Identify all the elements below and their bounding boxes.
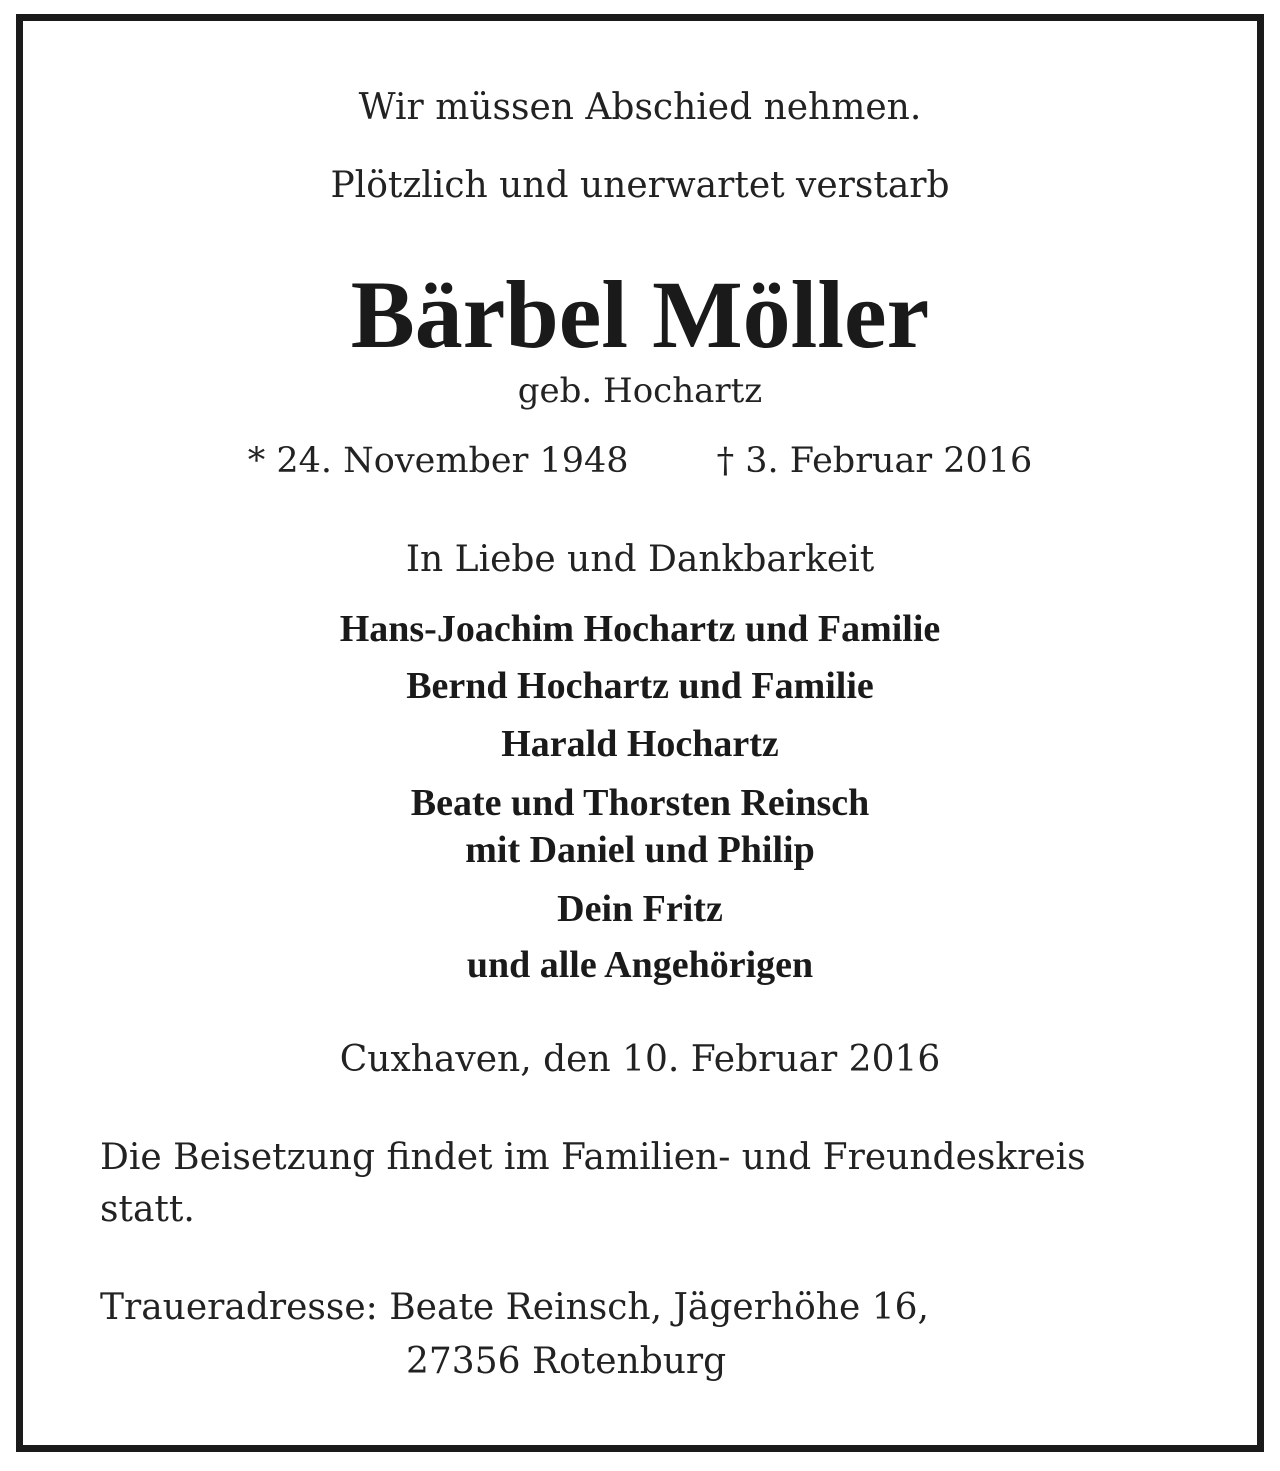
mourner-line: Beate und Thorsten Reinsch	[410, 782, 870, 824]
burial-info-line: statt.	[100, 1189, 195, 1230]
birth-date: * 24. November 1948	[247, 441, 629, 481]
obituary-notice	[16, 14, 1264, 1452]
maiden-name: geb. Hochartz	[517, 371, 763, 411]
life-dates	[23, 441, 1257, 481]
mourner-line: mit Daniel und Philip	[465, 829, 815, 871]
gratitude-text: In Liebe und Dankbarkeit	[405, 539, 875, 580]
mourner-line: Hans-Joachim Hochartz und Familie	[339, 608, 941, 650]
burial-info-line: Die Beisetzung findet im Familien- und Freundeskreis	[100, 1137, 1086, 1178]
subintro-text: Plötzlich und unerwartet verstarb	[330, 165, 950, 206]
address-line: Traueradresse: Beate Reinsch, Jägerhöhe 16,	[100, 1287, 929, 1328]
mourner-line: Bernd Hochartz und Familie	[406, 665, 874, 707]
mourner-line: Dein Fritz	[557, 888, 723, 930]
deceased-name: Bärbel Möller	[350, 261, 930, 368]
mourner-line: Harald Hochartz	[501, 723, 779, 765]
intro-text: Wir müssen Abschied nehmen.	[358, 87, 922, 128]
place-date: Cuxhaven, den 10. Februar 2016	[339, 1039, 941, 1080]
death-date: † 3. Februar 2016	[716, 441, 1033, 481]
address-line: 27356 Rotenburg	[406, 1341, 727, 1382]
mourner-line: und alle Angehörigen	[466, 944, 814, 986]
